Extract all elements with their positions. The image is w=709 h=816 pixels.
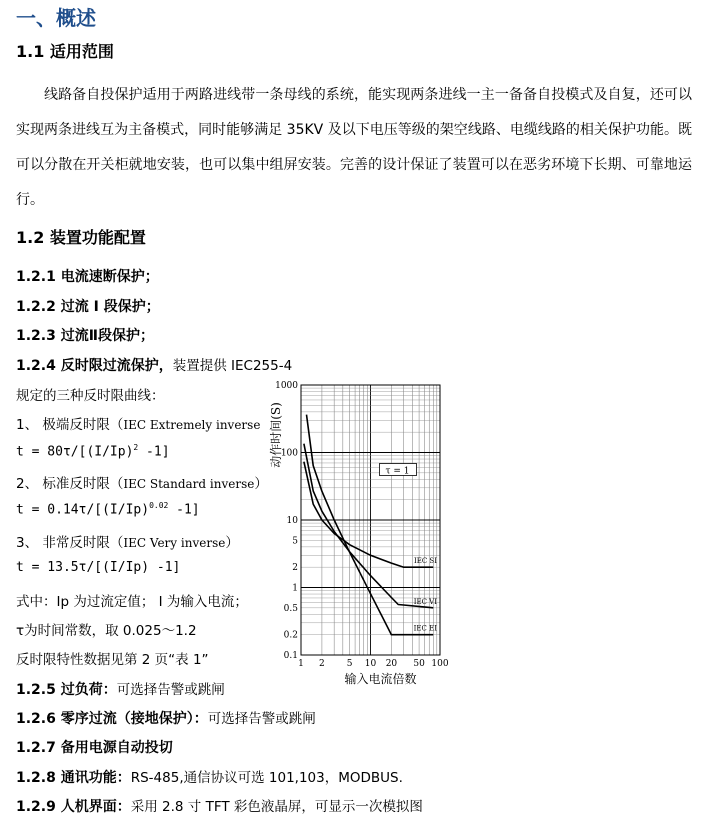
x-tick-label: 10: [364, 659, 377, 669]
item-zero-sequence-text: 可选择告警或跳闸: [207, 711, 316, 727]
y-tick-label: 2: [292, 563, 298, 574]
item-communication-title: 1.2.8 通讯功能：: [16, 770, 131, 786]
item-overcurrent-2: 1.2.3 过流Ⅱ段保护；: [16, 328, 154, 344]
item-inverse-time-title: 1.2.4 反时限过流保护，: [16, 358, 173, 374]
y-tick-label: 0.2: [283, 630, 298, 641]
formula-exp: 0.02: [149, 501, 169, 510]
curve-3-en: IEC Very inverse: [123, 536, 226, 550]
curve-label: IEC SI: [413, 557, 437, 566]
curve-intro: 规定的三种反时限曲线：: [16, 388, 165, 404]
tau-label: τ = 1: [385, 466, 410, 477]
item-communication: [16, 766, 403, 787]
formula-tail: -1]: [168, 502, 200, 518]
curve-2-formula: [16, 501, 200, 517]
curve-label: IEC VI: [413, 597, 437, 606]
x-tick-label: 100: [431, 659, 449, 669]
curve-3-close: ）: [225, 535, 239, 551]
section-title-scope: 1.1 适用范围: [16, 42, 114, 61]
x-tick-label: 20: [385, 659, 398, 669]
curve-2-en: IEC Standard inverse: [123, 477, 255, 491]
scope-paragraph: 线路备自投保护适用于两路进线带一条母线的系统，能实现两条进线一主一备备自投模式及自复，还可以实现两条进线互为主备模式，同时能够满足 35KV 及以下电压等级的架空线路、电缆线路的相关保护功能。既可以分散在开关柜就地安装，也可以集中组屏安装。完善的设计保证了装置可以在恶劣环境下长期、可靠地运行。: [16, 87, 692, 208]
formula-text: t = 0.14τ/[(I/Ip): [16, 502, 150, 518]
x-tick-label: 50: [413, 659, 425, 669]
item-overload-text: 可选择告警或跳闸: [116, 682, 225, 698]
curve-1-formula: [16, 443, 170, 459]
item-zero-sequence-title: 1.2.6 零序过流（接地保护）：: [16, 711, 208, 727]
item-overload-title: 1.2.5 过负荷：: [16, 682, 117, 698]
formula-exp: 2: [133, 443, 139, 452]
item-inverse-time-text: 装置提供 IEC255-4: [172, 358, 293, 374]
x-tick-label: 5: [346, 659, 353, 669]
formula-text: t = 80τ/[(I/Ip): [16, 444, 134, 460]
item-overcurrent-1: 1.2.2 过流 I 段保护；: [16, 299, 160, 315]
item-auto-transfer: 1.2.7 备用电源自动投切: [16, 740, 173, 756]
y-tick-label: 100: [280, 448, 298, 459]
section-heading-overview: 一、概述: [16, 6, 96, 30]
where-line-1: 式中：Ip 为过流定值； I 为输入电流；: [16, 594, 248, 610]
curve-label: IEC EI: [413, 624, 437, 633]
where-line-2: τ为时间常数，取 0.025～1.2: [16, 623, 197, 639]
formula-tail: -1]: [138, 444, 170, 460]
curve-1-label: [16, 413, 260, 433]
item-inverse-time: [16, 354, 292, 375]
y-tick-label: 0.1: [283, 651, 298, 661]
inverse-time-chart: [262, 380, 452, 690]
item-overload: [16, 678, 225, 699]
y-tick-label: 1000: [275, 381, 298, 391]
where-line-3: 反时限特性数据见第 2 页“表 1”: [16, 652, 209, 668]
curve-3-cn: 3、 非常反时限（: [16, 535, 124, 551]
chart-ylabel: 动作时间(S): [269, 402, 283, 468]
curve-3-formula: t = 13.5τ/[(I/Ip) -1]: [16, 560, 181, 575]
item-communication-text: RS-485,通信协议可选 101,103，MODBUS.: [130, 770, 403, 786]
y-tick-label: 0.5: [283, 603, 298, 614]
tau-annotation: [380, 464, 417, 477]
item-hmi-title: 1.2.9 人机界面：: [16, 799, 131, 815]
item-hmi: [16, 795, 423, 816]
curve-2-close: ）: [254, 476, 268, 492]
curve-2-label: [16, 472, 268, 492]
y-tick-label: 1: [292, 583, 298, 594]
x-tick-label: 2: [319, 659, 325, 669]
curve-1-cn: 1、 极端反时限（: [16, 417, 124, 433]
curve-3-label: [16, 531, 239, 551]
item-instant-overcurrent: 1.2.1 电流速断保护；: [16, 269, 159, 285]
x-tick-label: 1: [298, 659, 304, 669]
chart-xlabel: 输入电流倍数: [344, 672, 417, 686]
section-title-config: 1.2 装置功能配置: [16, 228, 146, 247]
y-tick-label: 10: [286, 516, 298, 526]
y-tick-label: 5: [292, 536, 298, 547]
item-hmi-text: 采用 2.8 寸 TFT 彩色液晶屏，可显示一次模拟图: [130, 799, 423, 815]
curve-1-en: IEC Extremely inverse: [123, 418, 261, 432]
item-zero-sequence: [16, 707, 316, 728]
curve-2-cn: 2、 标准反时限（: [16, 476, 124, 492]
